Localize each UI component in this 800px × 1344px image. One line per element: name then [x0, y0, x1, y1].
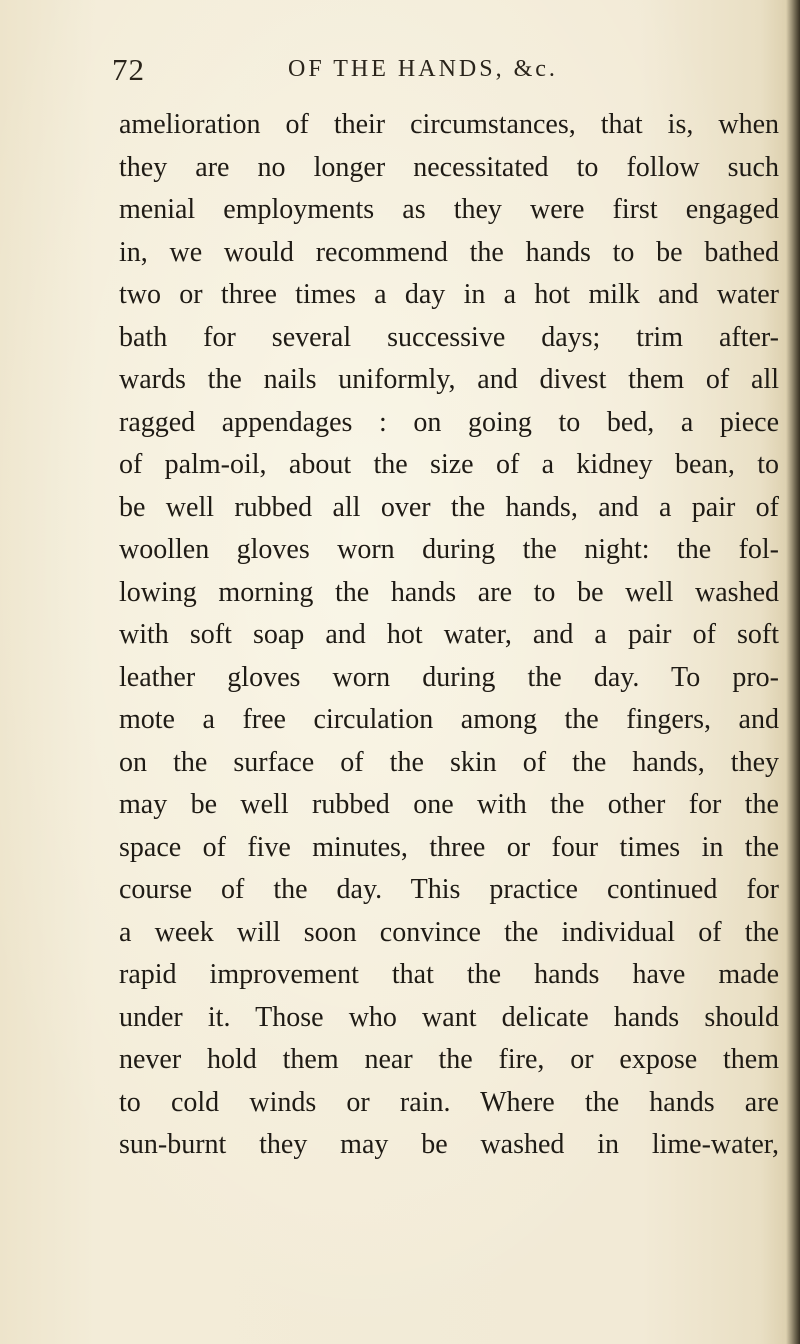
text-line: course of the day. This practice continued for — [119, 874, 779, 905]
text-line: rapid improvement that the hands have made — [119, 959, 779, 990]
text-line: to cold winds or rain. Where the hands are — [119, 1086, 779, 1118]
text-line: mote a free circulation among the fingers, and — [119, 704, 779, 735]
text-line: of palm-oil, about the size of a kidney bean, to — [119, 449, 779, 480]
text-line: space of five minutes, three or four times in the — [119, 831, 779, 863]
text-line: menial employments as they were first engaged — [119, 194, 779, 225]
text-line: in, we would recommend the hands to be bathed — [119, 236, 779, 268]
running-head — [112, 52, 732, 102]
text-line: on the surface of the skin of the hands, they — [119, 746, 779, 778]
text-line: may be well rubbed one with the other for the — [119, 789, 779, 820]
text-line: two or three times a day in a hot milk and water — [119, 279, 779, 310]
body-text — [119, 104, 779, 1167]
text-line: under it. Those who want delicate hands should — [119, 1001, 779, 1033]
running-title: OF THE HANDS, &c. — [288, 56, 558, 82]
text-line: wards the nails uniformly, and divest them of all — [119, 364, 779, 395]
text-line: never hold them near the fire, or expose them — [119, 1044, 779, 1075]
page-spine-edge — [786, 0, 800, 1344]
text-line: bath for several successive days; trim after- — [119, 321, 779, 353]
text-line: ragged appendages : on going to bed, a piece — [119, 406, 779, 438]
text-line: with soft soap and hot water, and a pair of soft — [119, 619, 779, 650]
text-line: sun-burnt they may be washed in lime-water, — [119, 1129, 779, 1160]
text-line: be well rubbed all over the hands, and a pair of — [119, 491, 779, 523]
text-line: lowing morning the hands are to be well washed — [119, 576, 779, 608]
text-line: leather gloves worn during the day. To pro- — [119, 661, 779, 693]
page-number: 72 — [112, 52, 145, 87]
text-line: woollen gloves worn during the night: the fol- — [119, 534, 779, 565]
text-line: amelioration of their circumstances, that is, when — [119, 109, 779, 140]
text-line: a week will soon convince the individual of the — [119, 916, 779, 948]
text-line: they are no longer necessitated to follow such — [119, 151, 779, 183]
